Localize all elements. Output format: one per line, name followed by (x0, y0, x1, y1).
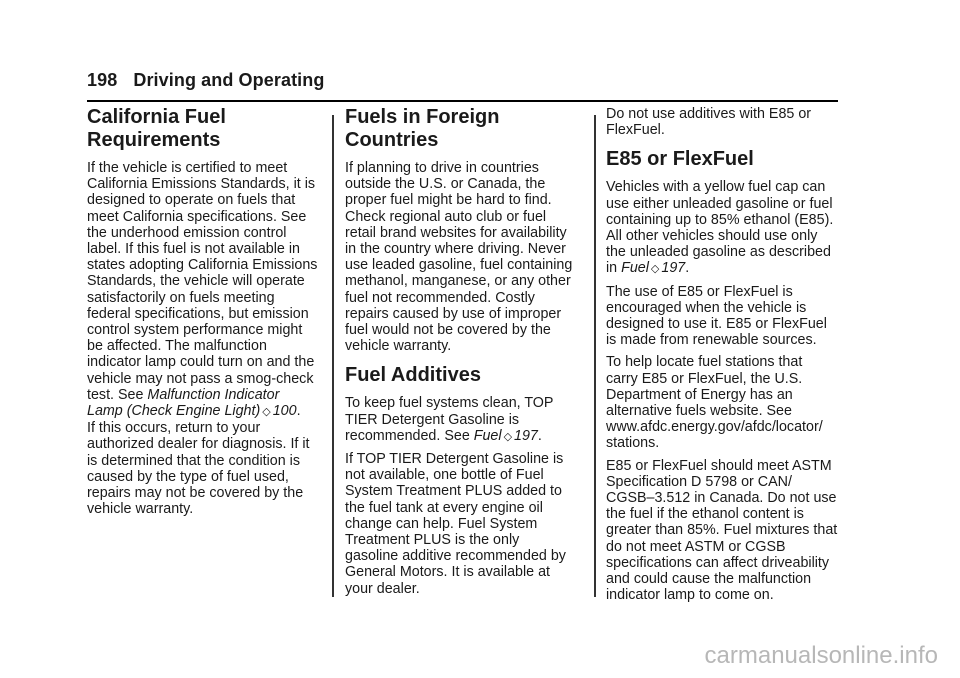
additives-paragraph-1: To keep fuel systems clean, TOP TIER Detergent Gasoline is recommended. See Fuel ◇ 197. (345, 395, 554, 444)
section-title: Driving and Operating (133, 70, 325, 90)
california-paragraph: If the vehicle is certified to meet California Emissions Standards, it is designed to operate on fuels that meet California specifications. See the underhood emission control label. If this fuel is not available in states adopting California Emissions Standards, the vehicle will operate satisfactorily on fuels meeting federal specifications, but emission control system performance might be affected. The malfunction indicator lamp could turn on and the vehicle may not pass a smog-check test. See Malfunction Indicator Lamp (Check Engine Light) ◇ 100. If this occurs, return to your authorized dealer for diagnosis. If it is determined that the condition is caused by the type of fuel used, repairs may not be covered by the vehicle warranty. (87, 160, 318, 518)
page-ref-icon: ◇ (650, 263, 660, 276)
xref-fuel[interactable]: Fuel (473, 427, 502, 444)
xref-page-197[interactable]: 197 (661, 260, 686, 277)
header-rule (87, 100, 838, 102)
e85-paragraph-3: To help locate fuel stations that carry E85 or FlexFuel, the U.S. Department of Energy has an alternative fuels website. See www.afdc.energy.gov/afdc/locator/ stations. (606, 354, 842, 451)
heading-fuel-additives: Fuel Additives (345, 364, 481, 387)
heading-california-fuel: California Fuel Requirements (87, 106, 226, 151)
heading-fuels-foreign-countries: Fuels in Foreign Countries (345, 106, 500, 151)
column-2 (345, 106, 583, 603)
xref-page-100[interactable]: 100 (272, 403, 297, 420)
additives-warning-paragraph: Do not use additives with E85 or FlexFuel. (606, 106, 812, 139)
column-1 (87, 106, 323, 523)
xref-check-engine-light[interactable]: Lamp (Check Engine Light) (87, 403, 261, 420)
page-ref-icon: ◇ (503, 430, 513, 443)
page-ref-icon: ◇ (262, 406, 271, 419)
xref-malfunction-indicator[interactable]: Malfunction Indicator (147, 386, 280, 403)
e85-paragraph-1: Vehicles with a yellow fuel cap can use either unleaded gasoline or fuel containing up to 85% ethanol (E85). All other vehicles should use only the unleaded gasoline as described in Fuel ◇ 197. (606, 179, 834, 277)
xref-page-197[interactable]: 197 (514, 427, 538, 444)
afdc-url-link[interactable]: www.afdc.energy.gov/afdc/locator/ (606, 419, 823, 436)
column-divider (594, 115, 596, 597)
column-divider (332, 115, 334, 597)
e85-paragraph-2: The use of E85 or FlexFuel is encouraged when the vehicle is designed to use it. E85 or FlexFuel is made from renewable sources. (606, 283, 827, 349)
heading-e85-flexfuel: E85 or FlexFuel (606, 148, 754, 171)
additives-paragraph-2: If TOP TIER Detergent Gasoline is not available, one bottle of Fuel System Treatment PLUS added to the fuel tank at every engine oil change can help. Fuel System Treatment PLUS is the only gasoline additive recommended by General Motors. It is available at your dealer. (345, 451, 566, 597)
foreign-countries-paragraph: If planning to drive in countries outside the U.S. or Canada, the proper fuel might be hard to find. Check regional auto club or fuel retail brand websites for availability in the country where driving. Never use leaded gasoline, fuel containing methanol, manganese, or any other fuel not recommended. Costly repairs caused by use of improper fuel would not be covered by the vehicle warranty. (345, 160, 573, 355)
xref-fuel[interactable]: Fuel (621, 260, 649, 277)
e85-paragraph-4: E85 or FlexFuel should meet ASTM Specification D 5798 or CAN/ CGSB–3.512 in Canada. Do not use the fuel if the ethanol content is greater than 85%. Fuel mixtures that do not meet ASTM or CGSB specifications can affect driveability and could cause the malfunction indicator lamp to come on. (606, 457, 838, 604)
column-3 (606, 106, 842, 609)
watermark-text: carmanualsonline.info (704, 642, 938, 669)
page-header (87, 70, 324, 91)
page-number: 198 (87, 70, 118, 90)
